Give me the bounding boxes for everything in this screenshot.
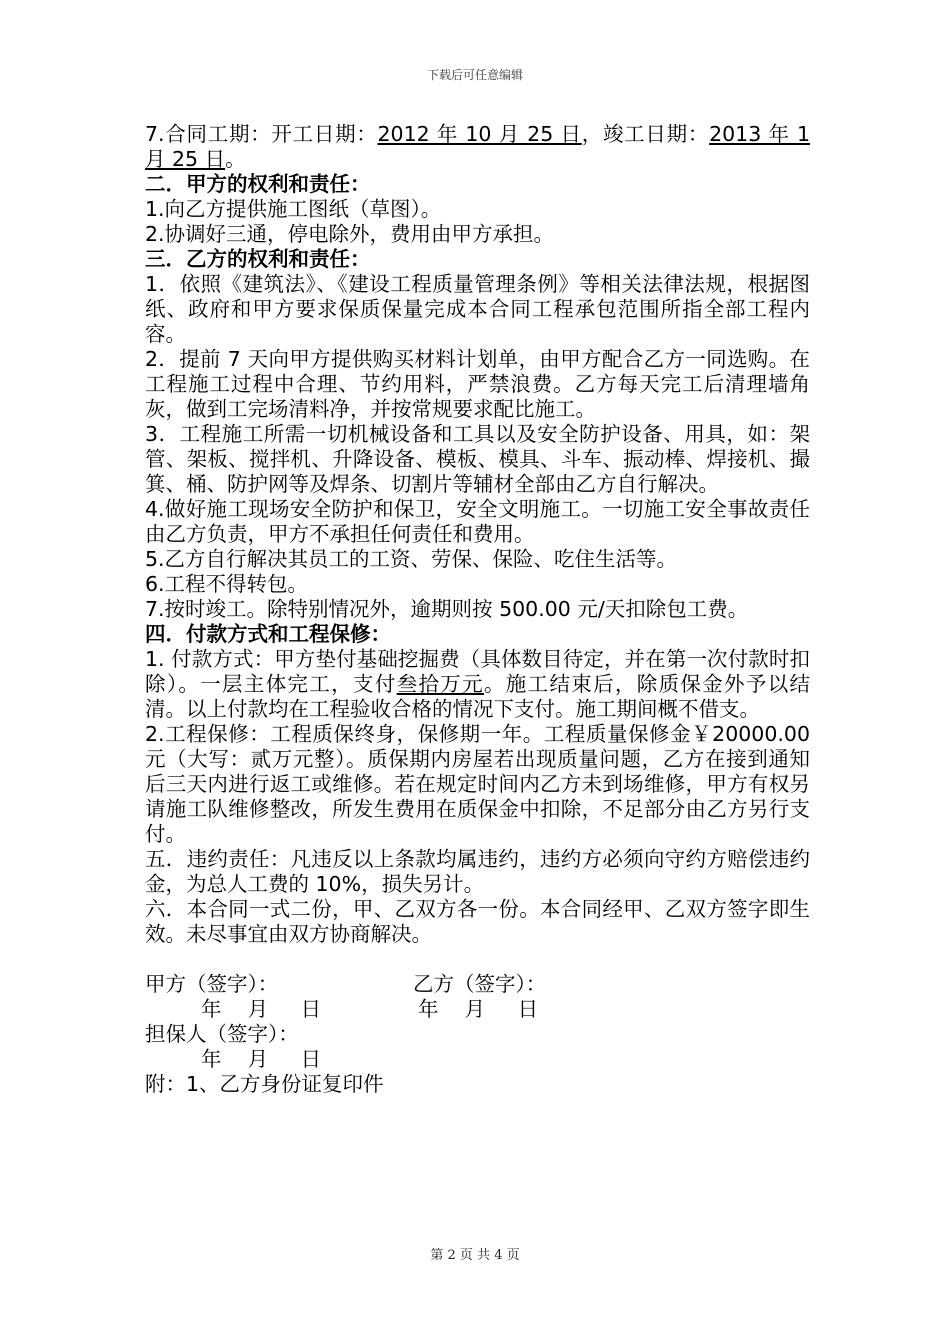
attachment-note: 附：1、乙方身份证复印件: [145, 1072, 384, 1096]
section-3-item-5: 5.乙方自行解决其员工的工资、劳保、保险、吃住生活等。: [145, 547, 678, 571]
section-4-item-2: 2.工程保修：工程质保终身，保修期一年。工程质量保修金￥20000.00 元（大写：贰万元整）。质保期内房屋若出现质量问题，乙方在接到通知后三天内进行返工或维修。若在规定时间内乙方未到场维修，甲方有权另请施工队维修整改，所发生费用在质保金中扣除，不足部分由乙方另行支付。: [145, 722, 810, 846]
end-date: 2013 年 1 月 25 日: [145, 122, 810, 171]
section-5: 五．违约责任：凡违反以上条款均属违约，违约方必须向守约方赔偿违约金，为总人工费的 10%，损失另计。: [145, 847, 810, 896]
page-header: 下载后可任意编辑: [426, 68, 523, 82]
payment-text-b: 。施工结束后，除质保金外予以结清。以上付款均在工程验收合格的情况下支付。施工期间概不借支。: [145, 672, 811, 721]
section-2-heading: 二．甲方的权利和责任：: [145, 172, 371, 196]
payment-text-a: 1. 付款方式：甲方垫付基础挖掘费（具体数目待定，并在第一次付款时扣除）。一层主体完工，支付: [145, 647, 810, 696]
period-label: 7.合同工期：开工日期：: [145, 122, 378, 146]
contract-period: [145, 122, 810, 172]
contract-body: [145, 122, 810, 1097]
section-3-item-1: 1．依照《建筑法》、《建设工程质量管理条例》等相关法律法规，根据图纸、政府和甲方要求保质保量完成本合同工程承包范围所指全部工程内容。: [145, 272, 810, 346]
party-b-date: 年 月 日: [418, 997, 539, 1021]
period-end: 。: [225, 147, 246, 171]
party-a-date: 年 月 日: [201, 997, 322, 1021]
section-6: 六．本合同一式二份，甲、乙双方各一份。本合同经甲、乙双方签字即生效。未尽事宜由双方协商解决。: [145, 897, 810, 946]
section-3-item-3: 3．工程施工所需一切机械设备和工具以及安全防护设备、用具，如：架管、架板、搅拌机、升降设备、模板、模具、斗车、振动棒、焊接机、撮箕、桶、防护网等及焊条、切割片等辅材全部由乙方自行解决。: [145, 422, 810, 496]
section-2-item-2: 2.协调好三通，停电除外，费用由甲方承担。: [145, 222, 555, 246]
section-3-item-7: 7.按时竣工。除特别情况外，逾期则按 500.00 元/天扣除包工费。: [145, 597, 749, 621]
signature-date-row-1: [145, 997, 810, 1022]
section-3-item-4: 4.做好施工现场安全防护和保卫，安全文明施工。一切施工安全事故责任由乙方负责，甲方不承担任何责任和费用。: [145, 497, 810, 546]
party-b-signature: 乙方（签字）：: [413, 972, 547, 996]
guarantor-signature: 担保人（签字）：: [145, 1022, 299, 1046]
start-date: 2012 年 10 月 25 日: [377, 122, 582, 146]
payment-amount: 叁拾万元: [396, 672, 484, 696]
attachment-row: [145, 1072, 810, 1097]
section-4-item-1: [145, 647, 810, 722]
period-mid: ，竣工日期：: [581, 122, 710, 146]
section-3-item-6: 6.工程不得转包。: [145, 572, 309, 596]
signature-row-1: [145, 972, 810, 997]
section-3-heading: 三．乙方的权利和责任：: [145, 247, 371, 271]
guarantor-date: 年 月 日: [201, 1047, 322, 1071]
section-4-heading: 四．付款方式和工程保修：: [145, 622, 391, 646]
section-2-item-1: 1.向乙方提供施工图纸（草图）。: [145, 197, 442, 221]
signature-date-row-2: [145, 1047, 810, 1072]
section-3-item-2: 2．提前 7 天向甲方提供购买材料计划单，由甲方配合乙方一同选购。在工程施工过程中合理、节约用料，严禁浪费。乙方每天完工后清理墙角灰，做到工完场清料净，并按常规要求配比施工。: [145, 347, 810, 421]
page-footer: 第 2 页 共 4 页: [430, 1248, 520, 1263]
party-a-signature: 甲方（签字）：: [145, 972, 279, 996]
signature-row-2: [145, 1022, 810, 1047]
